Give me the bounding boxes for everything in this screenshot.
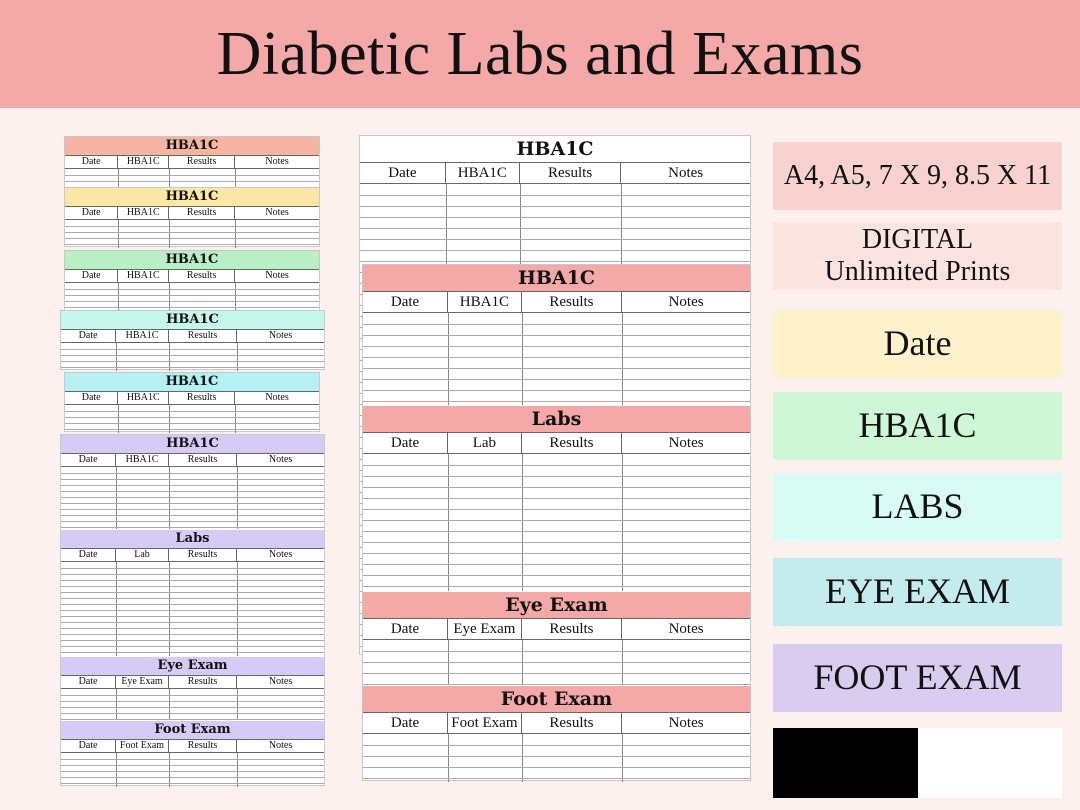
hba1c-section [363,265,750,405]
column-divider [448,734,449,782]
title-banner [0,0,1080,108]
ruled-line [65,307,319,308]
hba1c-back-title: HBA1C [360,136,750,162]
column-header-type: HBA1C [118,270,169,282]
hba1c-title: HBA1C [65,137,319,155]
ruled-line [61,361,324,362]
column-divider [522,454,523,591]
ruled-line [61,521,324,522]
column-divider [169,283,170,313]
small-sheet-yellow [64,187,320,247]
ruled-line [363,767,750,768]
ruled-line [61,479,324,480]
ruled-line [363,487,750,488]
ruled-line [61,568,324,569]
column-header-type: HBA1C [448,292,522,312]
foot-exam-title: Foot Exam [61,721,324,739]
hba1c-column-headers [65,391,319,405]
labs-ruled-lines [61,562,324,656]
labs-column-headers [363,432,750,454]
column-divider [116,689,117,719]
column-header-date: Date [65,270,118,282]
hba1c-section [61,435,324,529]
ruled-line [363,553,750,554]
ruled-line [61,367,324,368]
hba1c-title: HBA1C [65,373,319,391]
column-header-notes: Notes [265,207,289,218]
column-header-date: Date [65,207,118,219]
ruled-line [61,652,324,653]
ruled-line [363,756,750,757]
ruled-line [61,713,324,714]
ruled-line [61,527,324,528]
column-header-type: Lab [448,433,522,453]
column-header-type: HBA1C [118,156,169,168]
column-header-type: HBA1C [116,454,169,466]
column-header-date: Date [65,156,118,168]
eye-exam-column-headers [363,618,750,640]
eye-exam-section [363,592,750,685]
ruled-line [61,777,324,778]
column-header-notes: Notes [668,165,704,181]
ruled-line [61,485,324,486]
ruled-line [61,622,324,623]
ruled-line [61,491,324,492]
column-header-notes: Notes [268,330,293,341]
labs-column-headers [61,548,324,562]
hba1c-back-column-headers [360,162,750,184]
small-sheet-aqua [64,372,320,432]
ruled-line [61,616,324,617]
column-divider [169,689,170,719]
ruled-line [363,520,750,521]
ruled-line [363,673,750,674]
ruled-line [65,226,319,227]
column-divider [169,467,170,529]
column-header-date: Date [61,454,116,466]
column-divider [622,313,623,405]
ruled-line [65,423,319,424]
swatch-labs: LABS [773,473,1062,541]
column-divider [448,454,449,591]
hba1c-title: HBA1C [65,251,319,269]
column-header-results: Results [520,163,621,183]
black-white-swatch [773,728,1062,798]
hba1c-column-headers [61,329,324,343]
column-header-date: Date [61,330,116,342]
foot-exam-ruled-lines [61,753,324,787]
column-header-notes: Notes [265,156,289,167]
column-header-results: Results [169,392,235,404]
ruled-line [363,498,750,499]
ruled-line [363,509,750,510]
column-header-results: Results [169,330,237,342]
column-divider [237,562,238,656]
column-header-notes: Notes [668,715,704,731]
ruled-line [363,324,750,325]
eye-exam-title: Eye Exam [363,592,750,618]
labs-ruled-lines [363,454,750,591]
ruled-line [61,719,324,720]
hba1c-section [65,251,319,313]
labs-section [363,406,750,591]
ruled-line [363,778,750,779]
labs-title: Labs [61,530,324,548]
column-header-type: Eye Exam [448,619,522,639]
ruled-line [61,509,324,510]
ruled-line [61,503,324,504]
hba1c-ruled-lines [65,405,319,433]
foot-exam-section [363,686,750,782]
ruled-line [61,355,324,356]
ruled-line [363,379,750,380]
swatch-date: Date [773,310,1062,378]
hba1c-section [65,188,319,248]
swatch-hba1c: HBA1C [773,392,1062,460]
hba1c-title: HBA1C [65,188,319,206]
ruled-line [61,646,324,647]
column-divider [237,689,238,719]
foot-exam-column-headers [61,739,324,753]
ruled-line [360,250,750,251]
hba1c-column-headers [65,155,319,169]
ruled-line [61,598,324,599]
column-header-type: Foot Exam [116,740,169,752]
foot-exam-title: Foot Exam [363,686,750,712]
hba1c-ruled-lines [65,283,319,313]
column-header-date: Date [363,713,448,733]
column-header-date: Date [363,433,448,453]
ruled-line [61,497,324,498]
column-header-results: Results [169,270,235,282]
ruled-line [65,411,319,412]
hba1c-column-headers [363,291,750,313]
hba1c-ruled-lines [61,467,324,529]
ruled-line [61,634,324,635]
hba1c-column-headers [65,269,319,283]
ruled-line [61,695,324,696]
ruled-line [61,640,324,641]
ruled-line [61,765,324,766]
ruled-line [363,684,750,685]
ruled-line [61,628,324,629]
ruled-line [61,610,324,611]
ruled-line [363,745,750,746]
ruled-line [61,604,324,605]
hba1c-ruled-lines [65,220,319,248]
eye-exam-column-headers [61,675,324,689]
white-swatch [918,728,1063,798]
ruled-line [363,357,750,358]
foot-exam-ruled-lines [363,734,750,782]
ruled-line [363,651,750,652]
column-header-notes: Notes [668,621,704,637]
column-header-results: Results [522,433,623,453]
ruled-line [61,783,324,784]
foot-exam-section [61,721,324,787]
swatch-eye: EYE EXAM [773,558,1062,626]
ruled-line [65,232,319,233]
ruled-line [61,771,324,772]
column-divider [169,562,170,656]
ruled-line [363,542,750,543]
column-header-notes: Notes [268,454,293,465]
column-header-date: Date [360,163,446,183]
hba1c-section [65,373,319,433]
column-header-type: Eye Exam [116,676,169,688]
column-header-notes: Notes [668,294,704,310]
column-header-date: Date [363,292,448,312]
ruled-line [65,301,319,302]
swatch-foot: FOOT EXAM [773,644,1062,712]
ruled-line [65,417,319,418]
large-sheet-front [362,264,751,781]
ruled-line [61,349,324,350]
ruled-line [360,195,750,196]
column-divider [522,313,523,405]
ruled-line [61,592,324,593]
hba1c-ruled-lines [363,313,750,405]
ruled-line [65,175,319,176]
hba1c-section [61,311,324,371]
ruled-line [61,574,324,575]
black-swatch [773,728,918,798]
ruled-line [360,217,750,218]
ruled-line [363,476,750,477]
eye-exam-ruled-lines [61,689,324,719]
column-header-notes: Notes [265,270,289,281]
hba1c-title: HBA1C [61,435,324,453]
column-divider [237,467,238,529]
ruled-line [61,707,324,708]
column-header-results: Results [522,619,623,639]
column-header-results: Results [169,549,237,561]
ruled-line [61,586,324,587]
hba1c-title: HBA1C [363,265,750,291]
column-header-date: Date [61,549,116,561]
ruled-line [61,701,324,702]
column-header-type: HBA1C [118,392,169,404]
small-sheet-mint [60,310,325,370]
ruled-line [61,473,324,474]
column-header-date: Date [363,619,448,639]
hba1c-column-headers [61,453,324,467]
column-header-results: Results [169,156,235,168]
ruled-line [61,515,324,516]
column-divider [116,562,117,656]
ruled-line [65,238,319,239]
column-header-notes: Notes [268,676,293,687]
column-header-notes: Notes [265,392,289,403]
ruled-line [61,759,324,760]
column-divider [118,283,119,313]
swatch-sizes: A4, A5, 7 X 9, 8.5 X 11 [773,142,1062,210]
column-divider [235,283,236,313]
ruled-line [65,181,319,182]
column-divider [448,313,449,405]
column-header-date: Date [61,740,116,752]
column-header-notes: Notes [268,549,293,560]
column-header-notes: Notes [268,740,293,751]
ruled-line [363,346,750,347]
ruled-line [65,429,319,430]
eye-exam-title: Eye Exam [61,657,324,675]
ruled-line [363,401,750,402]
ruled-line [65,295,319,296]
column-header-date: Date [65,392,118,404]
column-divider [116,467,117,529]
column-header-type: Foot Exam [448,713,522,733]
eye-exam-section [61,657,324,719]
column-header-type: HBA1C [118,207,169,219]
eye-exam-ruled-lines [363,640,750,685]
column-divider [622,454,623,591]
ruled-line [363,564,750,565]
column-header-type: HBA1C [116,330,169,342]
foot-exam-column-headers [363,712,750,734]
swatch-digital: DIGITAL Unlimited Prints [773,222,1062,290]
ruled-line [65,244,319,245]
ruled-line [61,580,324,581]
ruled-line [360,228,750,229]
hba1c-column-headers [65,206,319,220]
ruled-line [363,465,750,466]
column-divider [522,734,523,782]
column-header-notes: Notes [668,435,704,451]
small-sheet-green [64,250,320,312]
column-header-results: Results [169,207,235,219]
page-title: Diabetic Labs and Exams [216,19,864,88]
ruled-line [65,289,319,290]
ruled-line [363,531,750,532]
labs-title: Labs [363,406,750,432]
ruled-line [363,662,750,663]
ruled-line [363,586,750,587]
column-header-type: HBA1C [446,163,520,183]
column-header-results: Results [522,292,623,312]
labs-section [61,530,324,656]
column-header-date: Date [61,676,116,688]
small-sheet-lavender [60,434,325,786]
ruled-line [360,261,750,262]
column-divider [622,734,623,782]
ruled-line [363,335,750,336]
ruled-line [360,206,750,207]
column-header-results: Results [169,676,237,688]
column-header-results: Results [522,713,623,733]
column-header-results: Results [169,454,237,466]
ruled-line [363,575,750,576]
column-header-type: Lab [116,549,169,561]
ruled-line [360,239,750,240]
ruled-line [363,368,750,369]
hba1c-ruled-lines [61,343,324,371]
ruled-line [363,390,750,391]
column-header-results: Results [169,740,237,752]
hba1c-title: HBA1C [61,311,324,329]
